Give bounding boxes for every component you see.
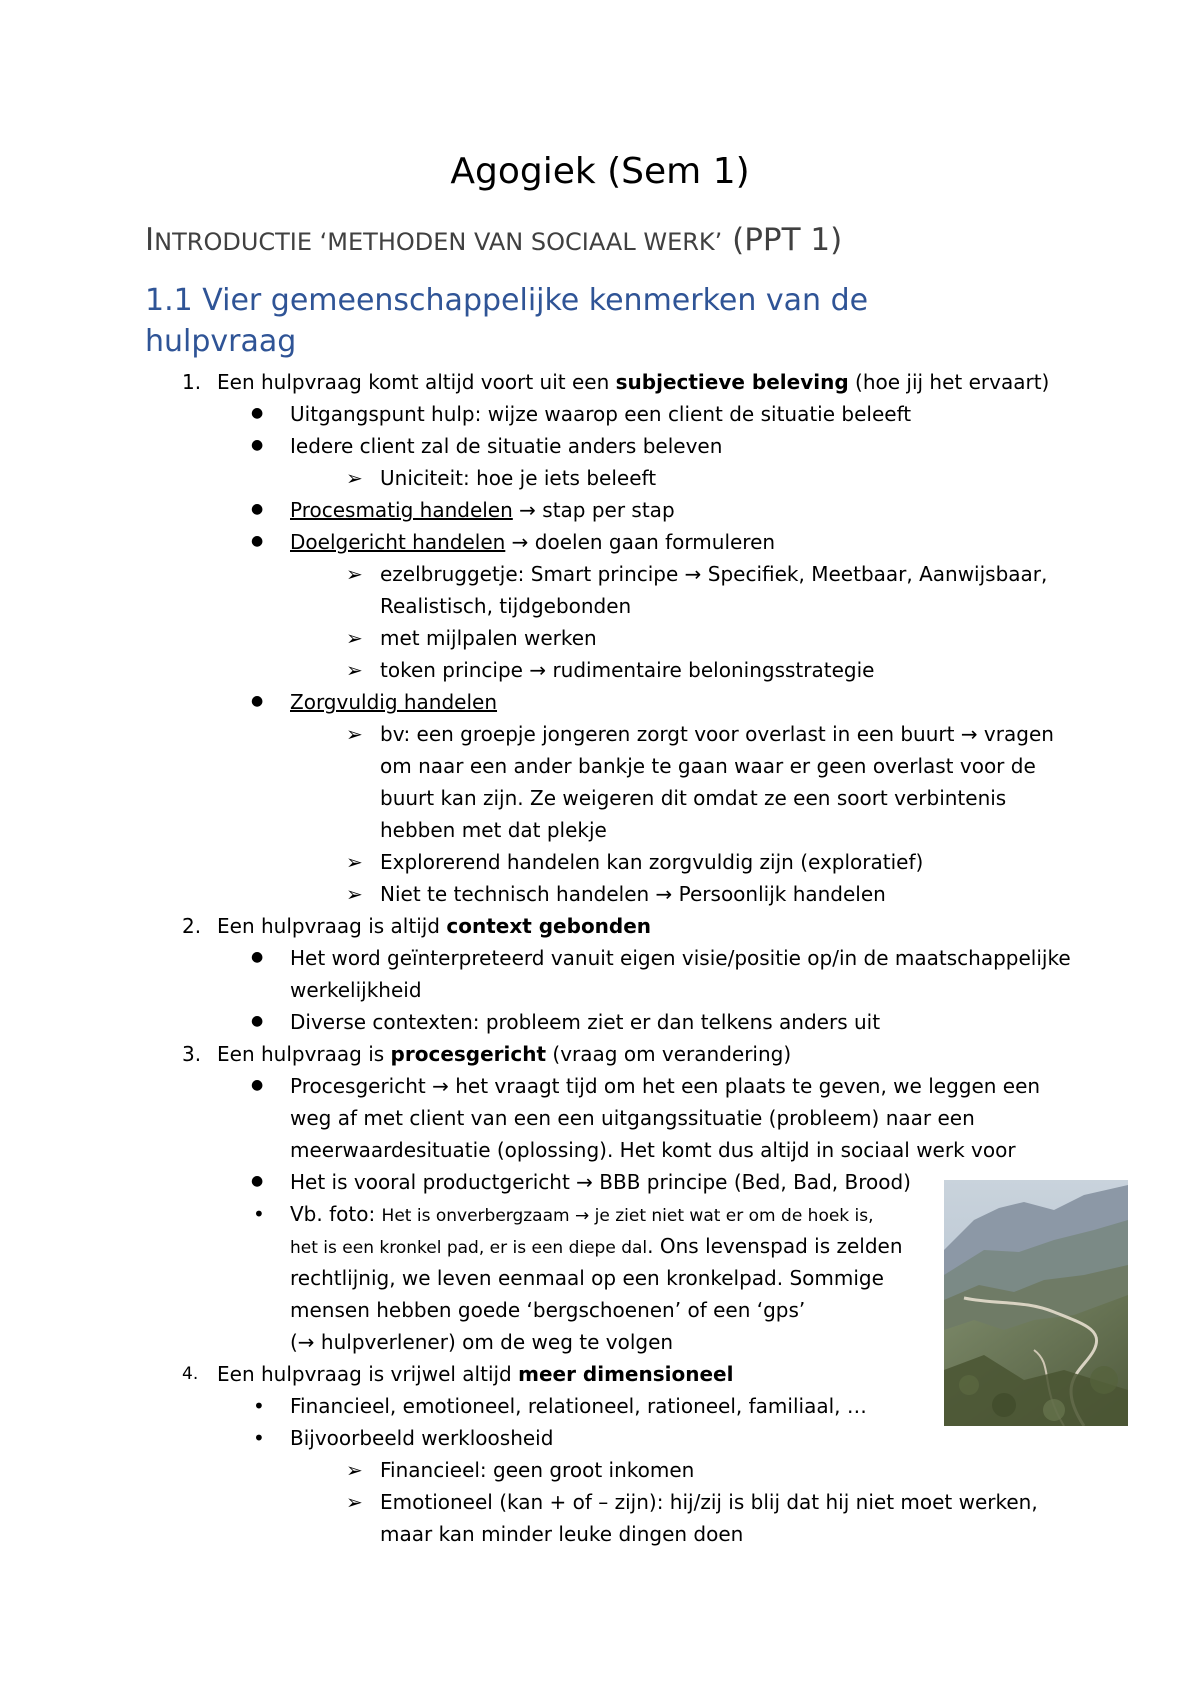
small-text: Het is onverbergzaam → je ziet niet wat er om de hoek is, (381, 1206, 874, 1226)
bullet-icon: ● (251, 533, 264, 549)
list-item (217, 1361, 733, 1387)
list-item-continuation: om naar een ander bankje te gaan waar er geen overlast voor de (380, 754, 1036, 778)
subsection-heading: 1.1 Vier gemeenschappelijke kenmerken van de hulpvraag (145, 283, 869, 359)
bullet-icon: • (253, 1394, 265, 1418)
list-item-continuation: werkelijkheid (290, 978, 422, 1002)
list-item: Financieel: geen groot inkomen (380, 1458, 695, 1482)
arrowhead-bullet-icon: ➢ (346, 722, 363, 746)
list-item-continuation: hebben met dat plekje (380, 818, 607, 842)
list-item: Explorerend handelen kan zorgvuldig zijn (exploratief) (380, 850, 924, 874)
bold-text: subjectieve beleving (615, 370, 849, 394)
list-item-continuation: (→ hulpverlener) om de weg te volgen (290, 1330, 674, 1354)
document-title: Agogiek (Sem 1) (450, 151, 750, 192)
arrowhead-bullet-icon: ➢ (346, 626, 363, 650)
list-item: Het is vooral productgericht → BBB principe (Bed, Bad, Brood) (290, 1170, 911, 1194)
bold-text: context gebonden (446, 914, 652, 938)
underlined-text: Doelgericht handelen (290, 530, 506, 554)
text-run: (vraag om verandering) (546, 1042, 792, 1066)
list-item: Bijvoorbeeld werkloosheid (290, 1426, 554, 1450)
list-item-continuation: Realistisch, tijdgebonden (380, 594, 632, 618)
heading-suffix: (PPT 1) (722, 222, 843, 258)
list-number: 2. (182, 914, 202, 938)
bold-text: procesgericht (390, 1042, 547, 1066)
bullet-icon: ● (251, 1173, 264, 1189)
bullet-icon: • (253, 1202, 265, 1226)
list-item (217, 913, 651, 939)
bullet-icon: ● (251, 1013, 264, 1029)
list-item (290, 1201, 874, 1229)
arrowhead-bullet-icon: ➢ (346, 1490, 363, 1514)
list-item: token principe → rudimentaire beloningsstrategie (380, 658, 875, 682)
list-item: Iedere client zal de situatie anders beleven (290, 434, 723, 458)
text-run: → doelen gaan formuleren (505, 530, 776, 554)
text-run: Vb. foto: (290, 1202, 382, 1226)
text-run: Een hulpvraag komt altijd voort uit een (217, 370, 616, 394)
list-item-continuation (290, 1233, 903, 1261)
bullet-icon: • (253, 1426, 265, 1450)
text-run: Een hulpvraag is altijd (217, 914, 447, 938)
text-run: (hoe jij het ervaart) (848, 370, 1050, 394)
list-item (217, 1041, 791, 1067)
arrowhead-bullet-icon: ➢ (346, 466, 363, 490)
arrowhead-bullet-icon: ➢ (346, 1458, 363, 1482)
small-text: het is een kronkel pad, er is een diepe dal (290, 1238, 648, 1258)
bullet-icon: ● (251, 949, 264, 965)
list-item: Het word geïnterpreteerd vanuit eigen visie/positie op/in de maatschappelijke (290, 946, 1071, 970)
bullet-icon: ● (251, 405, 264, 421)
bullet-icon: ● (251, 437, 264, 453)
list-item (217, 369, 1049, 395)
list-number: 1. (182, 370, 202, 394)
list-item-continuation: rechtlijnig, we leven eenmaal op een kronkelpad. Sommige (290, 1266, 884, 1290)
list-item: Diverse contexten: probleem ziet er dan telkens anders uit (290, 1010, 881, 1034)
mountain-road-photo (944, 1180, 1128, 1426)
underlined-text: Procesmatig handelen (290, 498, 513, 522)
list-item: Niet te technisch handelen → Persoonlijk handelen (380, 882, 886, 906)
list-item: Emotioneel (kan + of – zijn): hij/zij is blij dat hij niet moet werken, (380, 1490, 1038, 1514)
bullet-icon: ● (251, 693, 264, 709)
bold-text: meer dimensioneel (518, 1362, 734, 1386)
text-run: Een hulpvraag is vrijwel altijd (217, 1362, 519, 1386)
list-item: bv: een groepje jongeren zorgt voor overlast in een buurt → vragen (380, 722, 1054, 746)
list-item-continuation: buurt kan zijn. Ze weigeren dit omdat ze een soort verbintenis (380, 786, 1007, 810)
text-run: . Ons levenspad is zelden (647, 1234, 903, 1258)
bullet-icon: ● (251, 1077, 264, 1093)
list-item: Uniciteit: hoe je iets beleeft (380, 466, 657, 490)
list-item: Uitgangspunt hulp: wijze waarop een client de situatie beleeft (290, 402, 912, 426)
text-run: → stap per stap (512, 498, 675, 522)
arrowhead-bullet-icon: ➢ (346, 850, 363, 874)
heading-smallcaps: NTRODUCTIE ‘METHODEN VAN SOCIAAL WERK’ (154, 228, 723, 256)
arrowhead-bullet-icon: ➢ (346, 562, 363, 586)
list-item-continuation: meerwaardesituatie (oplossing). Het komt dus altijd in sociaal werk voor (290, 1138, 1016, 1162)
list-item: Procesgericht → het vraagt tijd om het een plaats te geven, we leggen een (290, 1074, 1041, 1098)
list-number: 3. (182, 1042, 202, 1066)
list-item-continuation: maar kan minder leuke dingen doen (380, 1522, 744, 1546)
list-item (290, 529, 775, 555)
bullet-icon: ● (251, 501, 264, 517)
list-item: met mijlpalen werken (380, 626, 597, 650)
section-heading (145, 218, 842, 264)
list-item-continuation: weg af met client van een een uitgangssituatie (probleem) naar een (290, 1106, 975, 1130)
list-item: Zorgvuldig handelen (290, 690, 498, 714)
arrowhead-bullet-icon: ➢ (346, 882, 363, 906)
list-item: Financieel, emotioneel, relationeel, rationeel, familiaal, … (290, 1394, 867, 1418)
list-item: ezelbruggetje: Smart principe → Specifiek, Meetbaar, Aanwijsbaar, (380, 562, 1048, 586)
list-item-continuation: mensen hebben goede ‘bergschoenen’ of een ‘gps’ (290, 1298, 806, 1322)
arrowhead-bullet-icon: ➢ (346, 658, 363, 682)
text-run: Een hulpvraag is (217, 1042, 391, 1066)
list-item (290, 497, 675, 523)
heading-initial: I (145, 222, 155, 258)
list-number: 4. (182, 1364, 199, 1384)
